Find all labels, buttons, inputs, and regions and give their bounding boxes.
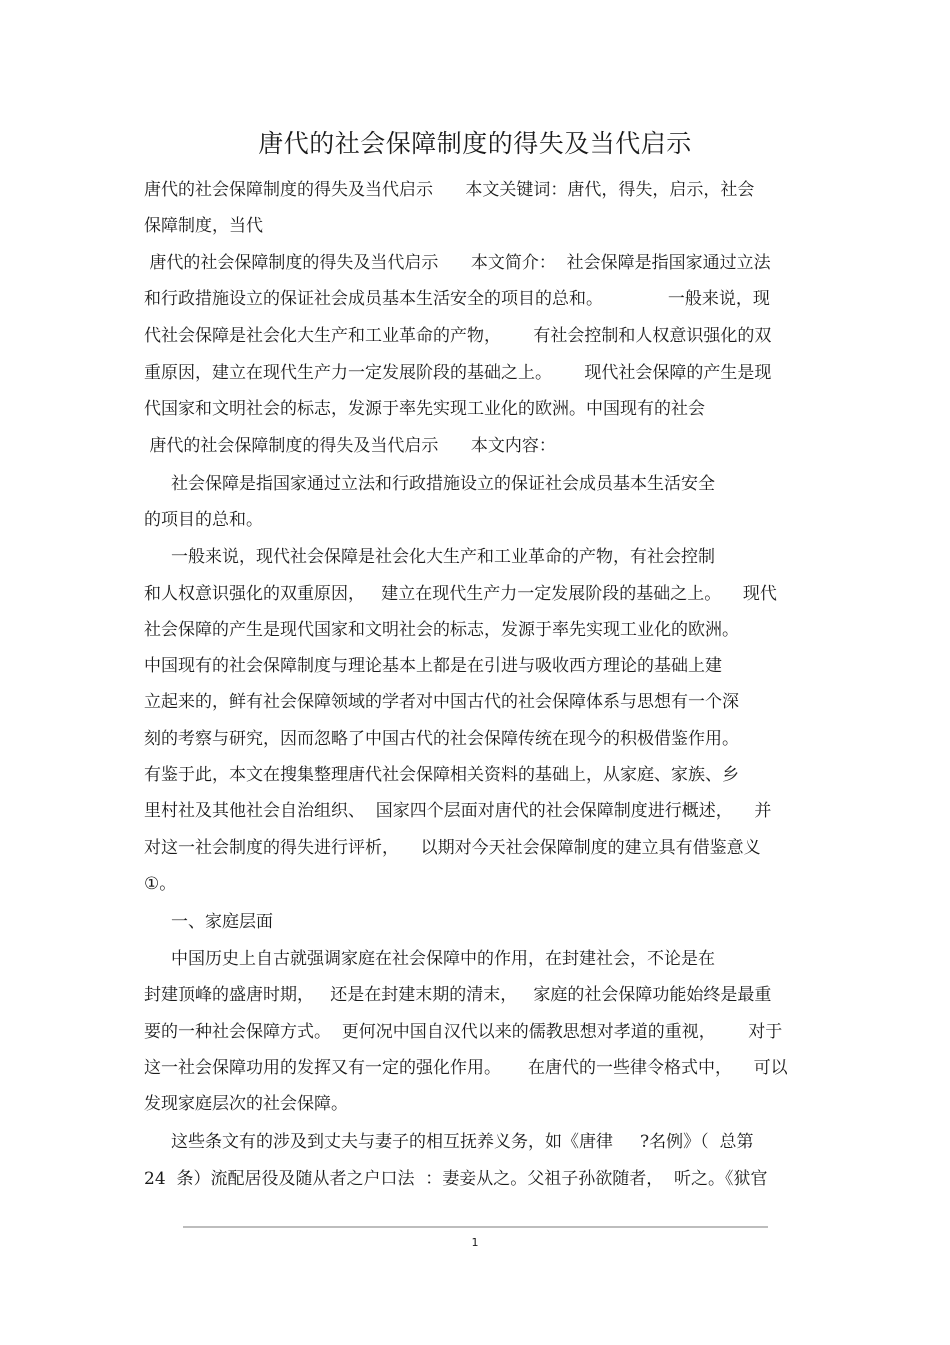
text-line: 中国现有的社会保障制度与理论基本上都是在引进与吸收西方理论的基础上建 xyxy=(144,656,722,676)
text-line: 的项目的总和。 xyxy=(144,510,263,530)
text-line: 唐代的社会保障制度的得失及当代启示 本文简介： 社会保障是指国家通过立法 xyxy=(144,253,771,273)
text-line: 立起来的，鲜有社会保障领域的学者对中国古代的社会保障体系与思想有一个深 xyxy=(144,692,739,712)
text-line: 里村社及其他社会自治组织、 国家四个层面对唐代的社会保障制度进行概述， 并 xyxy=(144,801,772,821)
text-line: 代国家和文明社会的标志，发源于率先实现工业化的欧洲。中国现有的社会 xyxy=(144,399,705,419)
text-line: 唐代的社会保障制度的得失及当代启示 本文内容： xyxy=(144,436,556,456)
text-line: 封建顶峰的盛唐时期， 还是在封建末期的清末， 家庭的社会保障功能始终是最重 xyxy=(144,985,772,1005)
text-line: 社会保障的产生是现代国家和文明社会的标志，发源于率先实现工业化的欧洲。 xyxy=(144,620,739,640)
page-title: 唐代的社会保障制度的得失及当代启示 xyxy=(258,129,692,158)
text-line: 和行政措施设立的保证社会成员基本生活安全的项目的总和。 一般来说，现 xyxy=(144,289,770,309)
text-line: 唐代的社会保障制度的得失及当代启示 本文关键词：唐代，得失，启示，社会 xyxy=(144,180,755,200)
text-line: 这一社会保障功用的发挥又有一定的强化作用。 在唐代的一些律令格式中， 可以 xyxy=(144,1058,788,1078)
text-line: 24 条）流配居役及随从者之户口法 ：妻妾从之。父祖子孙欲随者， 听之。《狱官 xyxy=(144,1169,768,1189)
page-number: 1 xyxy=(471,1236,479,1249)
text-line: 重原因，建立在现代生产力一定发展阶段的基础之上。 现代社会保障的产生是现 xyxy=(144,363,772,383)
text-line: 保障制度，当代 xyxy=(144,216,263,236)
text-line: 和人权意识强化的双重原因， 建立在现代生产力一定发展阶段的基础之上。 现代 xyxy=(144,584,777,604)
section-heading: 一、家庭层面 xyxy=(144,912,274,932)
text-line: 有鉴于此，本文在搜集整理唐代社会保障相关资料的基础上，从家庭、家族、乡 xyxy=(144,765,739,785)
text-line: 这些条文有的涉及到丈夫与妻子的相互抚养义务，如《唐律 ?名例》（ 总第 xyxy=(144,1132,754,1152)
text-line: 一般来说，现代社会保障是社会化大生产和工业革命的产物，有社会控制 xyxy=(144,547,716,567)
text-line: ①。 xyxy=(144,874,177,894)
text-line: 发现家庭层次的社会保障。 xyxy=(144,1094,348,1114)
footer-rule xyxy=(183,1226,768,1228)
text-line: 要的一种社会保障方式。 更何况中国自汉代以来的儒教思想对孝道的重视， 对于 xyxy=(144,1022,783,1042)
text-line: 刻的考察与研究，因而忽略了中国古代的社会保障传统在现今的积极借鉴作用。 xyxy=(144,729,739,749)
text-line: 代社会保障是社会化大生产和工业革命的产物， 有社会控制和人权意识强化的双 xyxy=(144,326,772,346)
text-line: 社会保障是指国家通过立法和行政措施设立的保证社会成员基本生活安全 xyxy=(144,474,716,494)
text-line: 对这一社会制度的得失进行评析， 以期对今天社会保障制度的建立具有借鉴意义 xyxy=(144,838,761,858)
text-line: 中国历史上自古就强调家庭在社会保障中的作用，在封建社会，不论是在 xyxy=(144,949,716,969)
